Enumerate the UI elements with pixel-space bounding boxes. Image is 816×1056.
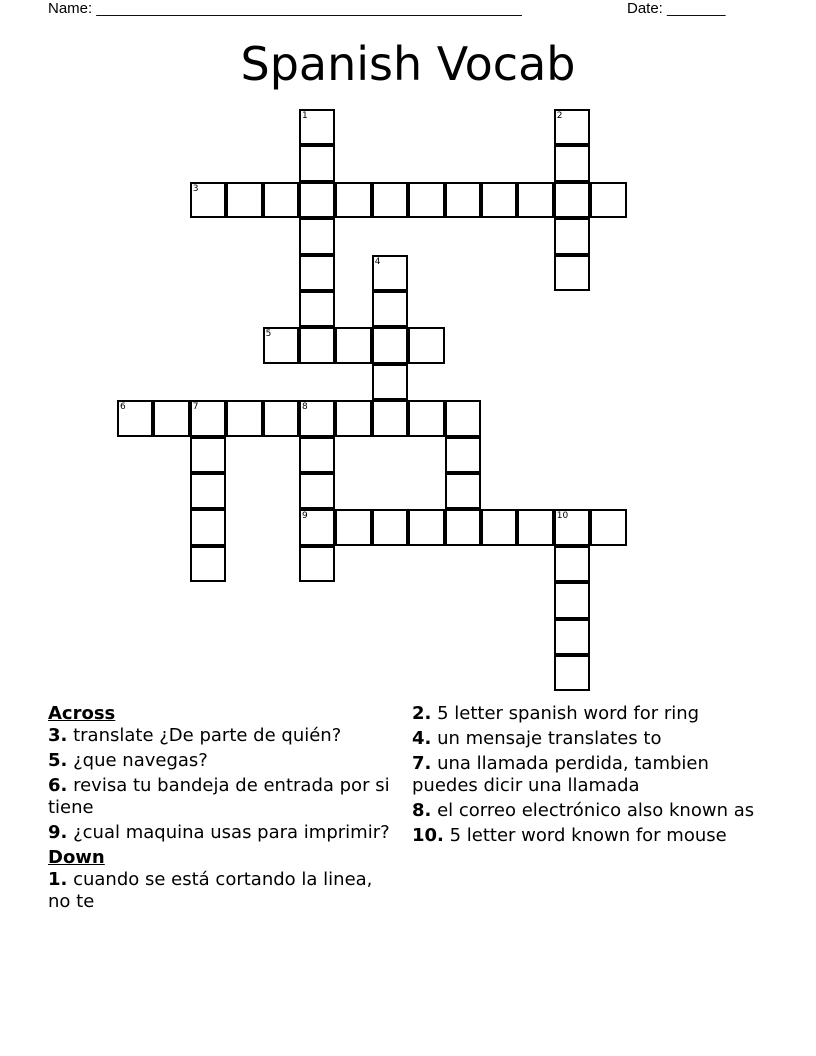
clue-number: 1. <box>48 869 68 890</box>
clue-text: una llamada perdida, tambien puedes dicir una llamada <box>412 753 709 796</box>
cell-number: 9 <box>302 511 308 522</box>
clue-number: 3. <box>48 725 68 746</box>
down-clue-8 <box>412 800 772 822</box>
grid-cell <box>190 473 226 509</box>
grid-cell <box>481 509 517 545</box>
grid-cell <box>226 400 262 436</box>
clue-number: 2. <box>412 703 432 724</box>
clues-left-column <box>48 703 398 916</box>
grid-cell <box>299 218 335 254</box>
grid-cell <box>554 182 590 218</box>
grid-cell <box>408 327 444 363</box>
grid-cell <box>335 327 371 363</box>
grid-cell <box>299 182 335 218</box>
grid-cell <box>299 145 335 181</box>
grid-cell <box>299 327 335 363</box>
down-clue-2 <box>412 703 772 725</box>
grid-cell <box>445 509 481 545</box>
grid-cell <box>445 473 481 509</box>
cell-number: 4 <box>374 256 381 267</box>
grid-cell <box>554 109 590 145</box>
cell-number: 3 <box>192 183 199 194</box>
clue-number: 7. <box>412 753 432 774</box>
grid-cell <box>590 509 626 545</box>
grid-cell <box>481 182 517 218</box>
clues-right-column <box>412 703 772 850</box>
across-clue-9 <box>48 822 398 844</box>
grid-cell <box>372 364 408 400</box>
clue-number: 8. <box>412 800 432 821</box>
clue-text: ¿cual maquina usas para imprimir? <box>67 822 390 843</box>
grid-cell <box>554 619 590 655</box>
clue-text: un mensaje translates to <box>431 728 662 749</box>
grid-cell <box>445 437 481 473</box>
grid-cell <box>554 218 590 254</box>
grid-cell <box>190 182 226 218</box>
grid-cell <box>263 400 299 436</box>
clue-number: 9. <box>48 822 68 843</box>
grid-cell <box>554 546 590 582</box>
grid-cell <box>335 400 371 436</box>
grid-cell <box>299 509 335 545</box>
clue-text: revisa tu bandeja de entrada por si tiene <box>48 775 390 818</box>
clue-number: 4. <box>412 728 432 749</box>
grid-cell <box>554 145 590 181</box>
grid-cell <box>299 291 335 327</box>
grid-cell <box>190 546 226 582</box>
cell-number: 2 <box>556 111 563 121</box>
clue-number: 10. <box>412 825 444 846</box>
cell-number: 10 <box>556 511 569 522</box>
grid-cell <box>554 509 590 545</box>
grid-cell <box>226 182 262 218</box>
grid-cell <box>517 182 553 218</box>
clue-text: translate ¿De parte de quién? <box>67 725 342 746</box>
grid-cell <box>190 437 226 473</box>
grid-cell <box>408 509 444 545</box>
grid-cell <box>299 255 335 291</box>
grid-cell <box>372 327 408 363</box>
grid-cell <box>190 400 226 436</box>
across-clue-5 <box>48 750 398 772</box>
grid-cell <box>299 400 335 436</box>
down-clue-10 <box>412 825 772 847</box>
grid-cell <box>117 400 153 436</box>
grid-cell <box>372 509 408 545</box>
grid-cell <box>372 291 408 327</box>
across-heading: Across <box>48 703 116 724</box>
grid-cell <box>554 582 590 618</box>
grid-cell <box>554 655 590 691</box>
grid-cell <box>517 509 553 545</box>
grid-cell <box>445 182 481 218</box>
grid-cell <box>408 182 444 218</box>
grid-cell <box>445 400 481 436</box>
grid-cell <box>299 473 335 509</box>
grid-cell <box>554 255 590 291</box>
grid-cell <box>335 509 371 545</box>
grid-cell <box>590 182 626 218</box>
cell-number: 7 <box>192 402 199 413</box>
grid-cell <box>372 255 408 291</box>
down-heading: Down <box>48 847 105 868</box>
grid-cell <box>372 400 408 436</box>
cell-number: 8 <box>302 402 308 413</box>
grid-cell <box>299 546 335 582</box>
grid-cell <box>408 400 444 436</box>
down-clue-4 <box>412 728 772 750</box>
down-clue-1 <box>48 869 398 913</box>
grid-cell <box>263 327 299 363</box>
clue-text: 5 letter word known for mouse <box>443 825 727 846</box>
clue-number: 5. <box>48 750 68 771</box>
across-clue-6 <box>48 775 398 819</box>
clue-text: el correo electrónico also known as <box>431 800 755 821</box>
name-field-line: Name: ___________________________________________________ <box>48 0 522 17</box>
across-clue-3 <box>48 725 398 747</box>
page-title: Spanish Vocab <box>240 37 576 91</box>
date-field-line: Date: _______ <box>627 0 726 17</box>
grid-cell <box>299 437 335 473</box>
grid-cell <box>372 182 408 218</box>
grid-cell <box>153 400 189 436</box>
clue-text: 5 letter spanish word for ring <box>431 703 700 724</box>
grid-cell <box>335 182 371 218</box>
cell-number: 1 <box>302 111 308 121</box>
clue-text: ¿que navegas? <box>67 750 208 771</box>
grid-cell <box>190 509 226 545</box>
grid-cell <box>263 182 299 218</box>
cell-number: 5 <box>265 329 272 340</box>
clue-number: 6. <box>48 775 68 796</box>
grid-cell <box>299 109 335 145</box>
clue-text: cuando se está cortando la linea, no te <box>48 869 373 912</box>
cell-number: 6 <box>120 402 126 413</box>
down-clue-7 <box>412 753 772 797</box>
